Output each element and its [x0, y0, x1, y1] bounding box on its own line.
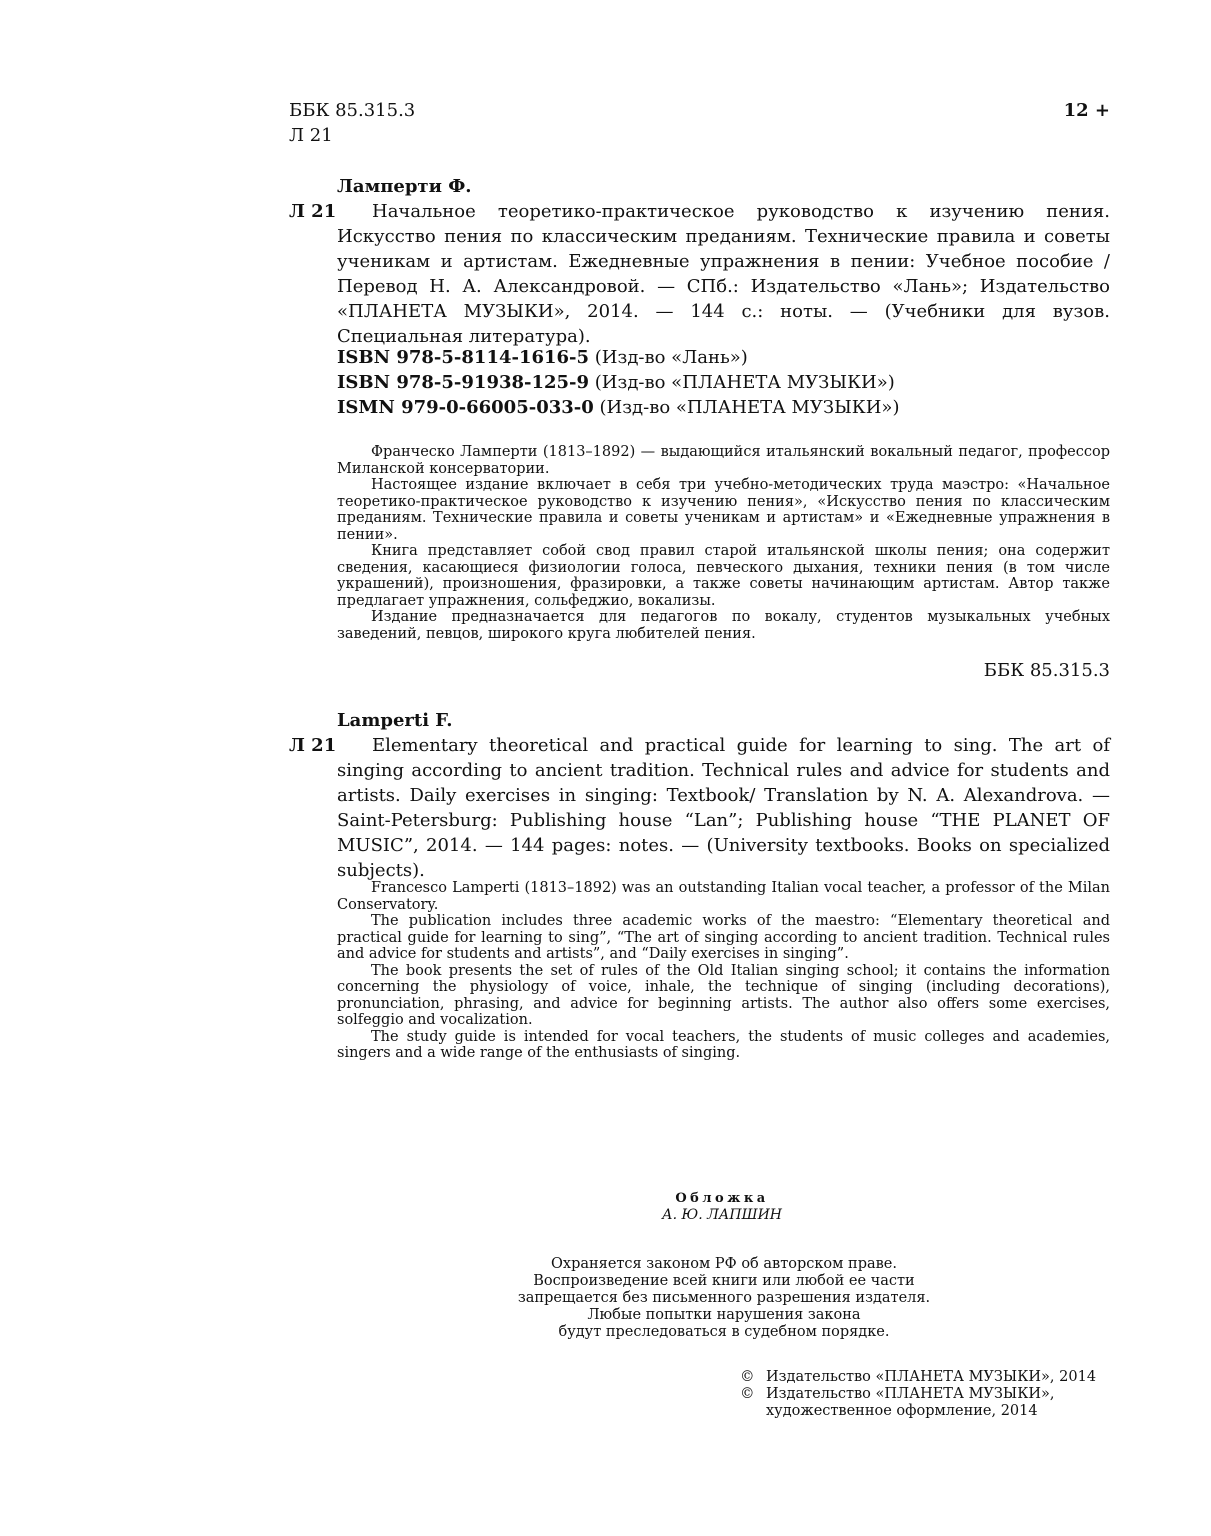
copyright-line — [740, 1386, 1120, 1420]
en-description: Elementary theoretical and practical guide for learning to sing. The art of singing according to ancient tradition. Technical rules and advice for students and artists. Daily exercises in singing: Textbook/ Translation by N. A. Alexandrova. — Saint-Petersburg: Publishing house “Lan”; Publishing house “THE PLANET OF MUSIC”, 2014. — 144 pages: notes. — (University textbooks. Books on specialized subjects). — [337, 735, 1110, 881]
copyright-icon: © — [740, 1369, 755, 1385]
en-code: Л 21 — [289, 735, 337, 756]
ismn-number: ISMN 979-0-66005-033-0 — [337, 397, 594, 418]
age-rating: 12 + — [1063, 100, 1110, 121]
ismn-line — [337, 395, 1110, 420]
annotation-paragraph: Книга представляет собой свод правил старой итальянской школы пения; она содержит сведения, касающиеся физиологии голоса, певческого дыхания, техники пения (в том числе украшений), произношения, фразировки, а также советы начинающим артистам. Автор также предлагает упражнения, сольфеджио, вокализы. — [337, 543, 1110, 609]
notice-line: запрещается без письменного разрешения издателя. — [517, 1290, 931, 1306]
notice-line: Воспроизведение всей книги или любой ее части — [533, 1273, 915, 1289]
annotation-paragraph: Настоящее издание включает в себя три учебно-методических труда маэстро: «Начальное теоретико-практическое руководство к изучению пения», «Искусство пения по классическим преданиям. Технические правила и советы ученикам и артистам» и «Ежедневные упражнения в пении». — [337, 477, 1110, 543]
annotation-paragraph: The book presents the set of rules of the Old Italian singing school; it contains the information concerning the physiology of voice, inhale, the technique of singing (including decorations), pronunciation, phrasing, and advice for beginning artists. The author also offers some exercises, solfeggio and vocalization. — [337, 962, 1110, 1028]
annotation-paragraph: The study guide is intended for vocal teachers, the students of music colleges and academies, singers and a wide range of the enthusiasts of singing. — [337, 1028, 1110, 1061]
isbn-number: ISBN 978-5-91938-125-9 — [337, 372, 590, 393]
copyright-notice — [474, 1256, 974, 1341]
en-author: Lamperti F. — [337, 710, 453, 731]
annotation-paragraph: Издание предназначается для педагогов по вокалу, студентов музыкальных учебных заведений, певцов, широкого круга любителей пения. — [337, 609, 1110, 642]
isbn-line — [337, 370, 1110, 395]
notice-line: Охраняется законом РФ об авторском праве. — [551, 1256, 897, 1272]
ru-code: Л 21 — [289, 201, 337, 222]
annotation-paragraph: The publication includes three academic works of the maestro: “Elementary theoretical and practical guide for learning to sing”, “The art of singing according to ancient tradition. Technical rules and advice for students and artists”, and “Daily exercises in singing”. — [337, 913, 1110, 962]
annotation-paragraph: Francesco Lamperti (1813–1892) was an outstanding Italian vocal teacher, a professor of the Milan Conservatory. — [337, 880, 1110, 913]
isbn-line — [337, 345, 1110, 370]
ru-bbk: ББК 85.315.3 — [983, 660, 1110, 681]
copyright-line — [740, 1369, 1120, 1386]
cover-artist: А. Ю. ЛАПШИН — [662, 1207, 782, 1223]
ru-isbn-list — [337, 345, 1110, 420]
cover-label: Обложка — [675, 1191, 769, 1206]
annotation-paragraph: Франческо Ламперти (1813–1892) — выдающийся итальянский вокальный педагог, профессор Миланской консерватории. — [337, 444, 1110, 477]
copyright-icon: © — [740, 1386, 755, 1402]
copyright-text: Издательство «ПЛАНЕТА МУЗЫКИ», художественное оформление, 2014 — [766, 1386, 1055, 1419]
ru-author: Ламперти Ф. — [337, 176, 472, 197]
header-bbk: ББК 85.315.3 — [289, 100, 416, 121]
ru-annotation — [337, 444, 1110, 642]
cover-credit — [622, 1190, 822, 1224]
notice-line: будут преследоваться в судебном порядке. — [558, 1324, 890, 1340]
copyright-text: Издательство «ПЛАНЕТА МУЗЫКИ», 2014 — [766, 1369, 1097, 1385]
isbn-number: ISBN 978-5-8114-1616-5 — [337, 347, 590, 368]
ismn-publisher: (Изд-во «ПЛАНЕТА МУЗЫКИ») — [593, 397, 900, 418]
copyright-list — [740, 1369, 1120, 1420]
en-annotation — [337, 880, 1110, 1062]
ru-description: Начальное теоретико-практическое руководство к изучению пения. Искусство пения по классическим преданиям. Технические правила и советы ученикам и артистам. Ежедневные упражнения в пении: Учебное пособие / Перевод Н. А. Александровой. — СПб.: Издательство «Лань»; Издательство «ПЛАНЕТА МУЗЫКИ», 2014. — 144 с.: ноты. — (Учебники для вузов. Специальная литература). — [337, 201, 1110, 347]
isbn-publisher: (Изд-во «Лань») — [589, 347, 748, 368]
notice-line: Любые попытки нарушения закона — [587, 1307, 861, 1323]
header-code: Л 21 — [289, 125, 333, 146]
isbn-publisher: (Изд-во «ПЛАНЕТА МУЗЫКИ») — [589, 372, 895, 393]
